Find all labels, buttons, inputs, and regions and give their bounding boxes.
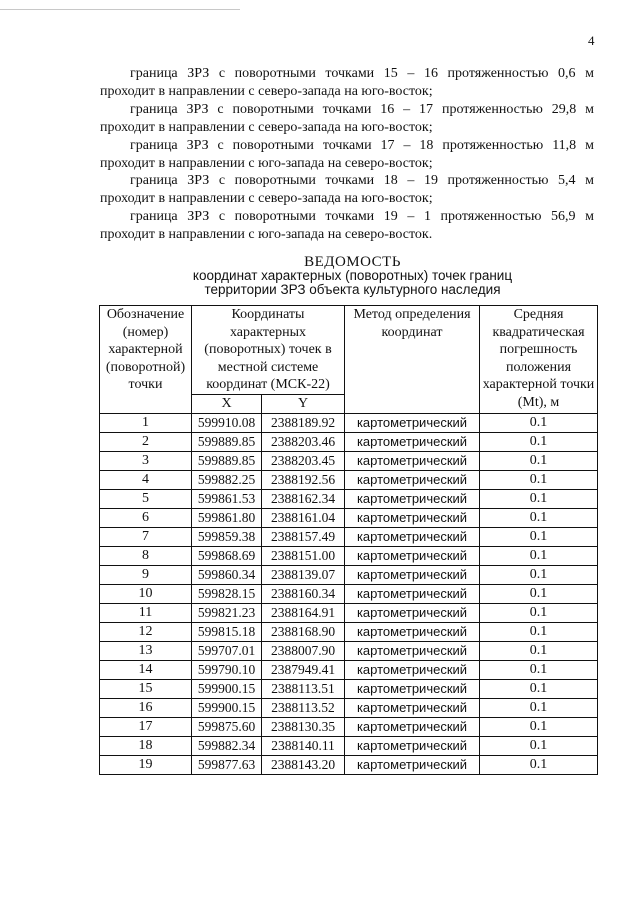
paragraph-line: проходит в направлении с юго-запада на северо-восток. xyxy=(100,226,433,242)
table-row xyxy=(100,660,598,679)
cell-error: 0.1 xyxy=(480,565,598,584)
cell-method: картометрический xyxy=(345,432,480,451)
cell-y: 2388160.34 xyxy=(262,584,345,603)
cell-point-number: 8 xyxy=(100,546,192,565)
table-row xyxy=(100,603,598,622)
header-method: Метод определения координат xyxy=(345,306,480,414)
coordinates-table xyxy=(99,305,598,775)
cell-method: картометрический xyxy=(345,717,480,736)
cell-y: 2388161.04 xyxy=(262,508,345,527)
cell-y: 2388164.91 xyxy=(262,603,345,622)
cell-y: 2388007.90 xyxy=(262,641,345,660)
paragraph-line: граница ЗРЗ с поворотными точками 18 – 19 протяженностью 5,4 м xyxy=(130,173,594,188)
heading-subtitle: территории ЗРЗ объекта культурного наследия xyxy=(204,282,501,297)
paragraph-line: проходит в направлении с северо-запада на юго-восток; xyxy=(100,119,433,135)
cell-method: картометрический xyxy=(345,641,480,660)
cell-point-number: 16 xyxy=(100,698,192,717)
cell-method: картометрический xyxy=(345,451,480,470)
table-row xyxy=(100,546,598,565)
cell-x: 599860.34 xyxy=(192,565,262,584)
cell-method: картометрический xyxy=(345,508,480,527)
paragraph-line: граница ЗРЗ с поворотными точками 15 – 16 протяженностью 0,6 м xyxy=(130,66,594,81)
cell-method: картометрический xyxy=(345,546,480,565)
cell-x: 599790.10 xyxy=(192,660,262,679)
cell-x: 599821.23 xyxy=(192,603,262,622)
cell-x: 599889.85 xyxy=(192,432,262,451)
cell-error: 0.1 xyxy=(480,470,598,489)
cell-error: 0.1 xyxy=(480,755,598,774)
cell-x: 599815.18 xyxy=(192,622,262,641)
cell-point-number: 17 xyxy=(100,717,192,736)
cell-x: 599861.53 xyxy=(192,489,262,508)
page-number: 4 xyxy=(588,33,595,48)
cell-error: 0.1 xyxy=(480,717,598,736)
cell-x: 599900.15 xyxy=(192,698,262,717)
cell-method: картометрический xyxy=(345,470,480,489)
cell-method: картометрический xyxy=(345,622,480,641)
table-row xyxy=(100,508,598,527)
header-coordinates: Координаты характерных (поворотных) точек в местной системе координат (МСК-22) xyxy=(192,306,345,395)
cell-error: 0.1 xyxy=(480,432,598,451)
cell-error: 0.1 xyxy=(480,736,598,755)
cell-point-number: 15 xyxy=(100,679,192,698)
cell-x: 599882.25 xyxy=(192,470,262,489)
statement-heading xyxy=(100,255,605,297)
cell-y: 2388113.52 xyxy=(262,698,345,717)
cell-error: 0.1 xyxy=(480,546,598,565)
cell-method: картометрический xyxy=(345,736,480,755)
cell-y: 2388143.20 xyxy=(262,755,345,774)
cell-method: картометрический xyxy=(345,603,480,622)
cell-point-number: 1 xyxy=(100,413,192,432)
cell-point-number: 6 xyxy=(100,508,192,527)
cell-method: картометрический xyxy=(345,698,480,717)
table-row xyxy=(100,755,598,774)
cell-point-number: 10 xyxy=(100,584,192,603)
paragraph-line: проходит в направлении с юго-запада на северо-восток; xyxy=(100,155,433,171)
paragraph xyxy=(100,208,594,243)
cell-method: картометрический xyxy=(345,565,480,584)
cell-y: 2388189.92 xyxy=(262,413,345,432)
table-row xyxy=(100,413,598,432)
cell-error: 0.1 xyxy=(480,527,598,546)
cell-method: картометрический xyxy=(345,413,480,432)
cell-y: 2388139.07 xyxy=(262,565,345,584)
cell-error: 0.1 xyxy=(480,451,598,470)
cell-point-number: 19 xyxy=(100,755,192,774)
cell-error: 0.1 xyxy=(480,641,598,660)
cell-method: картометрический xyxy=(345,660,480,679)
cell-error: 0.1 xyxy=(480,508,598,527)
cell-x: 599875.60 xyxy=(192,717,262,736)
cell-method: картометрический xyxy=(345,489,480,508)
table-row xyxy=(100,584,598,603)
cell-y: 2388140.11 xyxy=(262,736,345,755)
table-row xyxy=(100,470,598,489)
cell-y: 2388203.46 xyxy=(262,432,345,451)
cell-point-number: 2 xyxy=(100,432,192,451)
cell-x: 599889.85 xyxy=(192,451,262,470)
cell-x: 599859.38 xyxy=(192,527,262,546)
cell-method: картометрический xyxy=(345,527,480,546)
cell-y: 2388113.51 xyxy=(262,679,345,698)
table-row xyxy=(100,698,598,717)
cell-error: 0.1 xyxy=(480,413,598,432)
header-point-number: Обозначение (номер) характерной (поворотной) точки xyxy=(100,306,192,414)
cell-x: 599868.69 xyxy=(192,546,262,565)
table-row xyxy=(100,641,598,660)
paragraph-line: проходит в направлении с северо-запада на юго-восток; xyxy=(100,190,433,206)
heading-subtitle: координат характерных (поворотных) точек границ xyxy=(192,268,513,283)
cell-point-number: 18 xyxy=(100,736,192,755)
cell-point-number: 5 xyxy=(100,489,192,508)
cell-y: 2388151.00 xyxy=(262,546,345,565)
cell-point-number: 11 xyxy=(100,603,192,622)
cell-x: 599861.80 xyxy=(192,508,262,527)
cell-point-number: 14 xyxy=(100,660,192,679)
header-x: X xyxy=(192,394,262,413)
cell-y: 2388192.56 xyxy=(262,470,345,489)
paragraph-line: граница ЗРЗ с поворотными точками 16 – 17 протяженностью 29,8 м xyxy=(130,102,594,117)
paragraph xyxy=(100,137,594,172)
header-y: Y xyxy=(262,394,345,413)
cell-y: 2388157.49 xyxy=(262,527,345,546)
cell-method: картометрический xyxy=(345,679,480,698)
cell-error: 0.1 xyxy=(480,698,598,717)
header-error: Средняя квадратическая погрешность положения характерной точки (Mt), м xyxy=(480,306,598,414)
table-row xyxy=(100,717,598,736)
cell-point-number: 3 xyxy=(100,451,192,470)
cell-error: 0.1 xyxy=(480,622,598,641)
cell-error: 0.1 xyxy=(480,603,598,622)
cell-x: 599910.08 xyxy=(192,413,262,432)
table-row xyxy=(100,432,598,451)
cell-method: картометрический xyxy=(345,755,480,774)
table-row xyxy=(100,527,598,546)
cell-y: 2388168.90 xyxy=(262,622,345,641)
cell-y: 2388203.45 xyxy=(262,451,345,470)
cell-point-number: 9 xyxy=(100,565,192,584)
cell-y: 2388130.35 xyxy=(262,717,345,736)
paragraph xyxy=(100,101,594,136)
cell-point-number: 4 xyxy=(100,470,192,489)
cell-x: 599900.15 xyxy=(192,679,262,698)
heading-title: ВЕДОМОСТЬ xyxy=(304,254,401,270)
table-row xyxy=(100,451,598,470)
cell-method: картометрический xyxy=(345,584,480,603)
cell-point-number: 12 xyxy=(100,622,192,641)
cell-error: 0.1 xyxy=(480,660,598,679)
table-row xyxy=(100,736,598,755)
table-row xyxy=(100,489,598,508)
cell-error: 0.1 xyxy=(480,679,598,698)
cell-error: 0.1 xyxy=(480,489,598,508)
paragraph-line: граница ЗРЗ с поворотными точками 19 – 1 протяженностью 56,9 м xyxy=(130,209,594,224)
table-row xyxy=(100,679,598,698)
cell-x: 599882.34 xyxy=(192,736,262,755)
cell-y: 2388162.34 xyxy=(262,489,345,508)
cell-x: 599828.15 xyxy=(192,584,262,603)
cell-point-number: 13 xyxy=(100,641,192,660)
cell-x: 599707.01 xyxy=(192,641,262,660)
paragraph-line: граница ЗРЗ с поворотными точками 17 – 18 протяженностью 11,8 м xyxy=(130,138,594,153)
table-row xyxy=(100,565,598,584)
paragraph xyxy=(100,65,594,100)
cell-y: 2387949.41 xyxy=(262,660,345,679)
paragraph-line: проходит в направлении с северо-запада на юго-восток; xyxy=(100,83,433,99)
top-rule xyxy=(0,9,240,10)
cell-point-number: 7 xyxy=(100,527,192,546)
paragraph xyxy=(100,172,594,207)
cell-error: 0.1 xyxy=(480,584,598,603)
table-row xyxy=(100,622,598,641)
cell-x: 599877.63 xyxy=(192,755,262,774)
